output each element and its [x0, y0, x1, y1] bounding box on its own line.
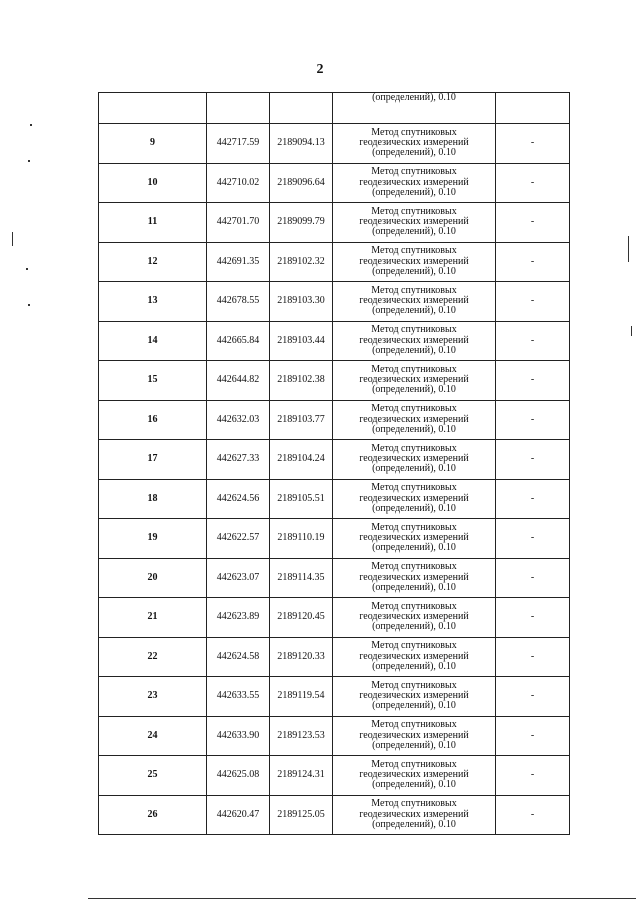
- table-row: [99, 558, 570, 598]
- point-number-cell: 21: [99, 598, 207, 638]
- method-line: геодезических измерений: [359, 255, 469, 267]
- scan-mark: [12, 232, 13, 246]
- x-coordinate-cell: 442633.90: [207, 716, 270, 756]
- method-line: геодезических измерений: [359, 374, 469, 386]
- method-line: Метод спутниковых: [371, 798, 457, 810]
- method-line: геодезических измерений: [359, 769, 469, 781]
- table-row: [99, 282, 570, 322]
- method-line: (определений), 0.10: [372, 621, 456, 633]
- point-number-cell: 26: [99, 795, 207, 835]
- y-coordinate-cell: 2189102.38: [270, 361, 333, 401]
- last-cell: -: [496, 400, 570, 440]
- continued-method-cell: (определений), 0.10: [333, 93, 496, 124]
- method-line: (определений), 0.10: [372, 344, 456, 356]
- x-coordinate-cell: 442624.58: [207, 637, 270, 677]
- method-cell: [333, 203, 496, 243]
- x-coordinate-cell: 442623.07: [207, 558, 270, 598]
- x-coordinate-cell: 442622.57: [207, 519, 270, 559]
- method-line: Метод спутниковых: [371, 561, 457, 573]
- table-row: [99, 479, 570, 519]
- coordinates-table-body: [99, 93, 570, 835]
- method-line: геодезических измерений: [359, 216, 469, 228]
- x-coordinate-cell: 442665.84: [207, 321, 270, 361]
- method-cell: [333, 637, 496, 677]
- method-line: Метод спутниковых: [371, 403, 457, 415]
- y-coordinate-cell: 2189120.45: [270, 598, 333, 638]
- table-row: [99, 321, 570, 361]
- scan-mark: [88, 898, 636, 899]
- last-cell: -: [496, 479, 570, 519]
- method-line: (определений), 0.10: [372, 226, 456, 238]
- continued-x-cell: [207, 93, 270, 124]
- method-line: Метод спутниковых: [371, 719, 457, 731]
- y-coordinate-cell: 2189124.31: [270, 756, 333, 796]
- x-coordinate-cell: 442632.03: [207, 400, 270, 440]
- method-cell: [333, 677, 496, 717]
- coordinates-table: [98, 92, 570, 835]
- y-coordinate-cell: 2189102.32: [270, 242, 333, 282]
- table-row: [99, 716, 570, 756]
- method-line: Метод спутниковых: [371, 521, 457, 533]
- method-line: Метод спутниковых: [371, 679, 457, 691]
- table-row: [99, 163, 570, 203]
- method-line: геодезических измерений: [359, 453, 469, 465]
- point-number-cell: 24: [99, 716, 207, 756]
- point-number-cell: 14: [99, 321, 207, 361]
- point-number-cell: 18: [99, 479, 207, 519]
- table-row: [99, 203, 570, 243]
- scan-mark: [28, 160, 30, 162]
- page-number: 2: [316, 62, 324, 77]
- x-coordinate-cell: 442644.82: [207, 361, 270, 401]
- point-number-cell: 22: [99, 637, 207, 677]
- x-coordinate-cell: 442623.89: [207, 598, 270, 638]
- y-coordinate-cell: 2189119.54: [270, 677, 333, 717]
- point-number-cell: 19: [99, 519, 207, 559]
- method-line: геодезических измерений: [359, 611, 469, 623]
- y-coordinate-cell: 2189103.44: [270, 321, 333, 361]
- last-cell: -: [496, 519, 570, 559]
- method-cell: [333, 163, 496, 203]
- x-coordinate-cell: 442620.47: [207, 795, 270, 835]
- method-line: (определений), 0.10: [372, 581, 456, 593]
- continued-num-cell: [99, 93, 207, 124]
- y-coordinate-cell: 2189125.05: [270, 795, 333, 835]
- method-line: геодезических измерений: [359, 137, 469, 149]
- method-cell: [333, 124, 496, 164]
- method-line: (определений), 0.10: [372, 502, 456, 514]
- method-line: Метод спутниковых: [371, 758, 457, 770]
- method-line: геодезических измерений: [359, 571, 469, 583]
- method-line: Метод спутниковых: [371, 324, 457, 336]
- last-cell: -: [496, 242, 570, 282]
- method-cell: [333, 479, 496, 519]
- continued-row: [99, 93, 570, 124]
- x-coordinate-cell: 442710.02: [207, 163, 270, 203]
- table-row: [99, 440, 570, 480]
- last-cell: -: [496, 321, 570, 361]
- method-line: (определений), 0.10: [372, 542, 456, 554]
- method-line: геодезических измерений: [359, 334, 469, 346]
- method-cell: [333, 558, 496, 598]
- method-line: геодезических измерений: [359, 492, 469, 504]
- point-number-cell: 12: [99, 242, 207, 282]
- y-coordinate-cell: 2189094.13: [270, 124, 333, 164]
- method-cell: [333, 242, 496, 282]
- point-number-cell: 13: [99, 282, 207, 322]
- y-coordinate-cell: 2189120.33: [270, 637, 333, 677]
- table-row: [99, 400, 570, 440]
- last-cell: -: [496, 598, 570, 638]
- y-coordinate-cell: 2189103.77: [270, 400, 333, 440]
- y-coordinate-cell: 2189099.79: [270, 203, 333, 243]
- last-cell: -: [496, 203, 570, 243]
- method-cell: [333, 440, 496, 480]
- method-line: (определений), 0.10: [372, 700, 456, 712]
- method-cell: [333, 756, 496, 796]
- table-row: [99, 795, 570, 835]
- method-line: геодезических измерений: [359, 690, 469, 702]
- last-cell: -: [496, 282, 570, 322]
- x-coordinate-cell: 442633.55: [207, 677, 270, 717]
- point-number-cell: 10: [99, 163, 207, 203]
- point-number-cell: 9: [99, 124, 207, 164]
- method-line: (определений), 0.10: [372, 818, 456, 830]
- scan-mark: [628, 236, 629, 262]
- table-row: [99, 677, 570, 717]
- method-line: Метод спутниковых: [371, 284, 457, 296]
- method-line: Метод спутниковых: [371, 442, 457, 454]
- method-line: Метод спутниковых: [371, 482, 457, 494]
- scan-mark: [631, 326, 632, 336]
- method-cell: [333, 282, 496, 322]
- method-line: (определений), 0.10: [372, 660, 456, 672]
- point-number-cell: 23: [99, 677, 207, 717]
- last-cell: -: [496, 124, 570, 164]
- method-line: (определений), 0.10: [372, 305, 456, 317]
- method-line: (определений), 0.10: [372, 423, 456, 435]
- y-coordinate-cell: 2189096.64: [270, 163, 333, 203]
- method-cell: [333, 321, 496, 361]
- last-cell: -: [496, 361, 570, 401]
- method-line: (определений), 0.10: [372, 739, 456, 751]
- method-cell: [333, 795, 496, 835]
- x-coordinate-cell: 442624.56: [207, 479, 270, 519]
- method-line: (определений), 0.10: [372, 779, 456, 791]
- last-cell: -: [496, 716, 570, 756]
- last-cell: -: [496, 637, 570, 677]
- point-number-cell: 11: [99, 203, 207, 243]
- method-cell: [333, 519, 496, 559]
- method-line: Метод спутниковых: [371, 205, 457, 217]
- method-line: геодезических измерений: [359, 413, 469, 425]
- method-line: (определений), 0.10: [372, 186, 456, 198]
- point-number-cell: 16: [99, 400, 207, 440]
- point-number-cell: 15: [99, 361, 207, 401]
- last-cell: -: [496, 440, 570, 480]
- y-coordinate-cell: 2189110.19: [270, 519, 333, 559]
- last-cell: -: [496, 163, 570, 203]
- method-line: геодезических измерений: [359, 650, 469, 662]
- x-coordinate-cell: 442625.08: [207, 756, 270, 796]
- table-row: [99, 124, 570, 164]
- last-cell: -: [496, 677, 570, 717]
- table-row: [99, 242, 570, 282]
- continued-y-cell: [270, 93, 333, 124]
- scan-mark: [26, 268, 28, 270]
- table-row: [99, 598, 570, 638]
- method-line: геодезических измерений: [359, 729, 469, 741]
- method-line: Метод спутниковых: [371, 640, 457, 652]
- scan-mark: [28, 304, 30, 306]
- method-line: (определений), 0.10: [372, 147, 456, 159]
- last-cell: -: [496, 558, 570, 598]
- y-coordinate-cell: 2189114.35: [270, 558, 333, 598]
- method-line: (определений), 0.10: [372, 463, 456, 475]
- method-line: геодезических измерений: [359, 295, 469, 307]
- last-cell: -: [496, 795, 570, 835]
- point-number-cell: 20: [99, 558, 207, 598]
- method-line: геодезических измерений: [359, 532, 469, 544]
- method-line: (определений), 0.10: [372, 265, 456, 277]
- y-coordinate-cell: 2189123.53: [270, 716, 333, 756]
- method-line: Метод спутниковых: [371, 600, 457, 612]
- y-coordinate-cell: 2189103.30: [270, 282, 333, 322]
- y-coordinate-cell: 2189104.24: [270, 440, 333, 480]
- method-cell: [333, 400, 496, 440]
- table-row: [99, 519, 570, 559]
- last-cell: -: [496, 756, 570, 796]
- scan-mark: [30, 124, 32, 126]
- method-line: Метод спутниковых: [371, 166, 457, 178]
- method-line: геодезических измерений: [359, 808, 469, 820]
- continued-last-cell: [496, 93, 570, 124]
- table-row: [99, 637, 570, 677]
- method-cell: [333, 361, 496, 401]
- method-line: Метод спутниковых: [371, 245, 457, 257]
- x-coordinate-cell: 442678.55: [207, 282, 270, 322]
- method-cell: [333, 716, 496, 756]
- table-row: [99, 361, 570, 401]
- method-line: (определений), 0.10: [372, 384, 456, 396]
- x-coordinate-cell: 442627.33: [207, 440, 270, 480]
- method-line: геодезических измерений: [359, 176, 469, 188]
- method-line: Метод спутниковых: [371, 126, 457, 138]
- method-cell: [333, 598, 496, 638]
- point-number-cell: 25: [99, 756, 207, 796]
- y-coordinate-cell: 2189105.51: [270, 479, 333, 519]
- x-coordinate-cell: 442701.70: [207, 203, 270, 243]
- method-line: Метод спутниковых: [371, 363, 457, 375]
- point-number-cell: 17: [99, 440, 207, 480]
- x-coordinate-cell: 442717.59: [207, 124, 270, 164]
- x-coordinate-cell: 442691.35: [207, 242, 270, 282]
- table-row: [99, 756, 570, 796]
